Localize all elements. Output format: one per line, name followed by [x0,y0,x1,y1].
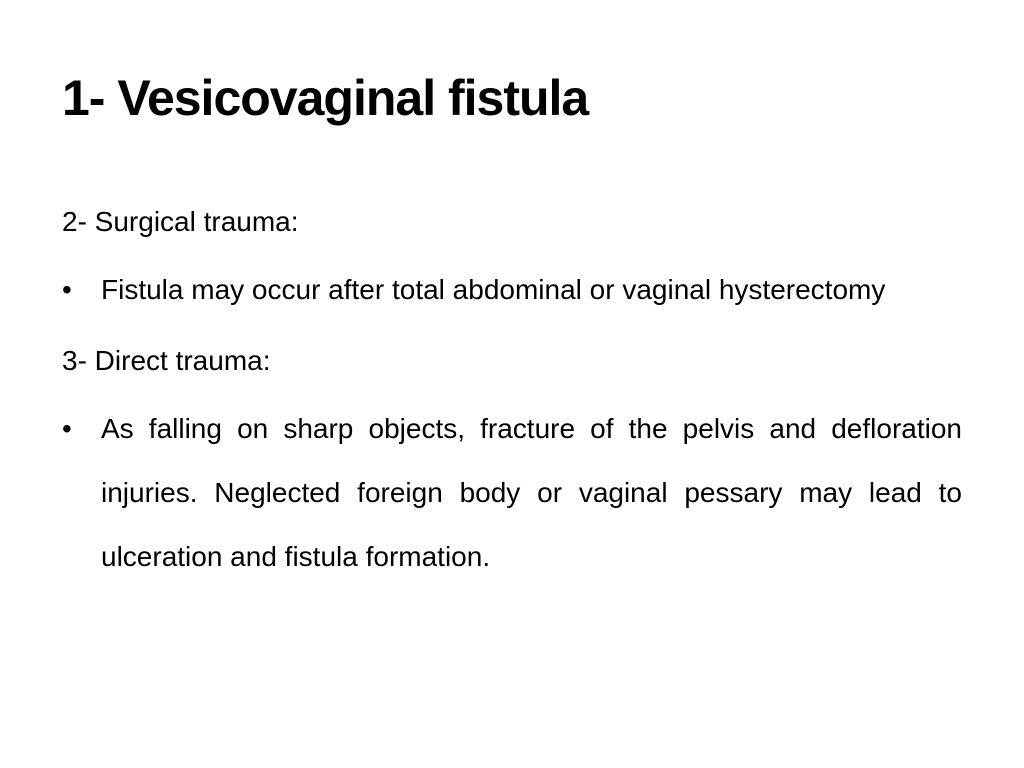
slide-title: 1- Vesicovaginal fistula [62,70,589,126]
bullet-text: As falling on sharp objects, fracture of the pelvis and defloration injuries. Neglected foreign body or vaginal pessary may lead to ulceration and fistula formation. [101,413,962,572]
bullet-item-direct-trauma [62,397,962,589]
section-heading-surgical-trauma: 2- Surgical trauma: [62,206,299,237]
bullet-marker: • [62,413,72,444]
slide-body [62,196,962,602]
bullet-text: Fistula may occur after total abdominal or vaginal hysterectomy [101,274,886,305]
bullet-item-surgical-trauma [62,258,962,322]
section-heading-direct-trauma: 3- Direct trauma: [62,345,271,376]
bullet-marker: • [62,274,72,305]
